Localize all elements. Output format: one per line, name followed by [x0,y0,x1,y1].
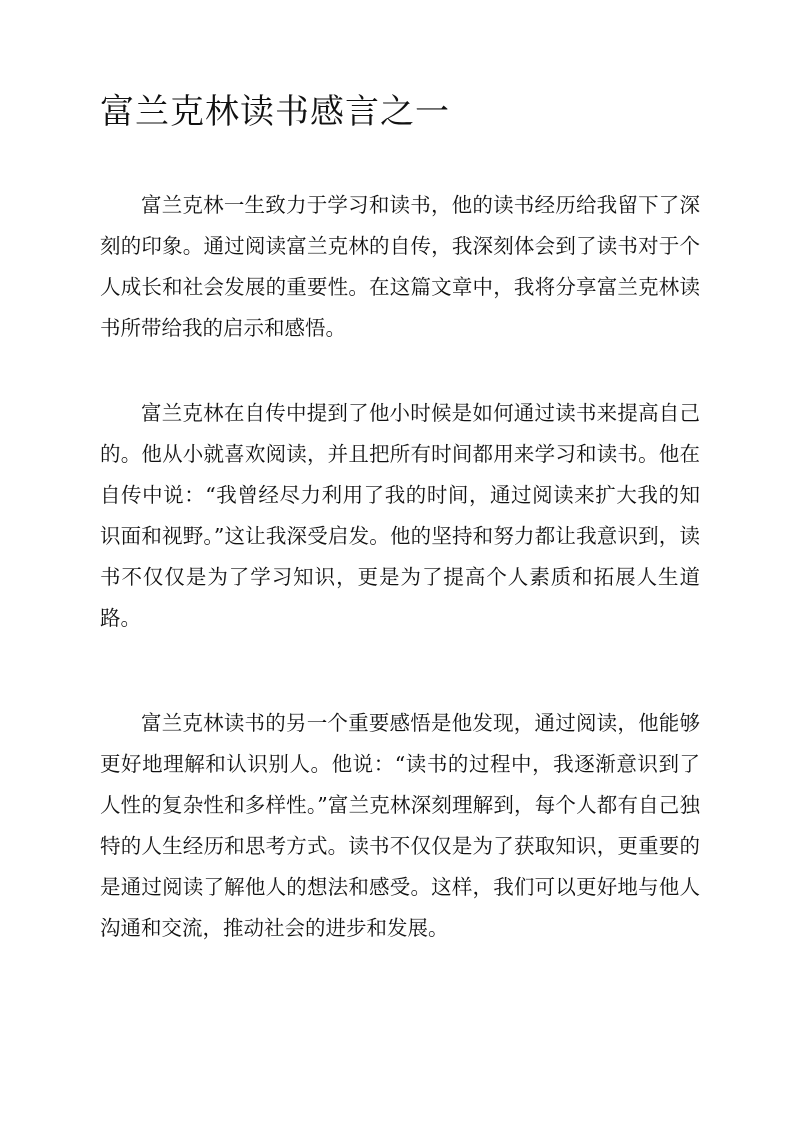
paragraph-1: 富兰克林一生致力于学习和读书，他的读书经历给我留下了深刻的印象。通过阅读富兰克林的自传，我深刻体会到了读书对于个人成长和社会发展的重要性。在这篇文章中，我将分享富兰克林读书所带给我的启示和感悟。 [100,193,700,340]
paragraph-2: 富兰克林在自传中提到了他小时候是如何通过读书来提高自己的。他从小就喜欢阅读，并且把所有时间都用来学习和读书。他在自传中说：“我曾经尽力利用了我的时间，通过阅读来扩大我的知识面和视野。”这让我深受启发。他的坚持和努力都让我意识到，读书不仅仅是为了学习知识，更是为了提高个人素质和拓展人生道路。 [100,401,700,630]
document-title: 富兰克林读书感言之一 [100,92,450,132]
paragraph-3: 富兰克林读书的另一个重要感悟是他发现，通过阅读，他能够更好地理解和认识别人。他说：“读书的过程中，我逐渐意识到了人性的复杂性和多样性。”富兰克林深刻理解到，每个人都有自己独特的人生经历和思考方式。读书不仅仅是为了获取知识，更重要的是通过阅读了解他人的想法和感受。这样，我们可以更好地与他人沟通和交流，推动社会的进步和发展。 [100,711,700,940]
